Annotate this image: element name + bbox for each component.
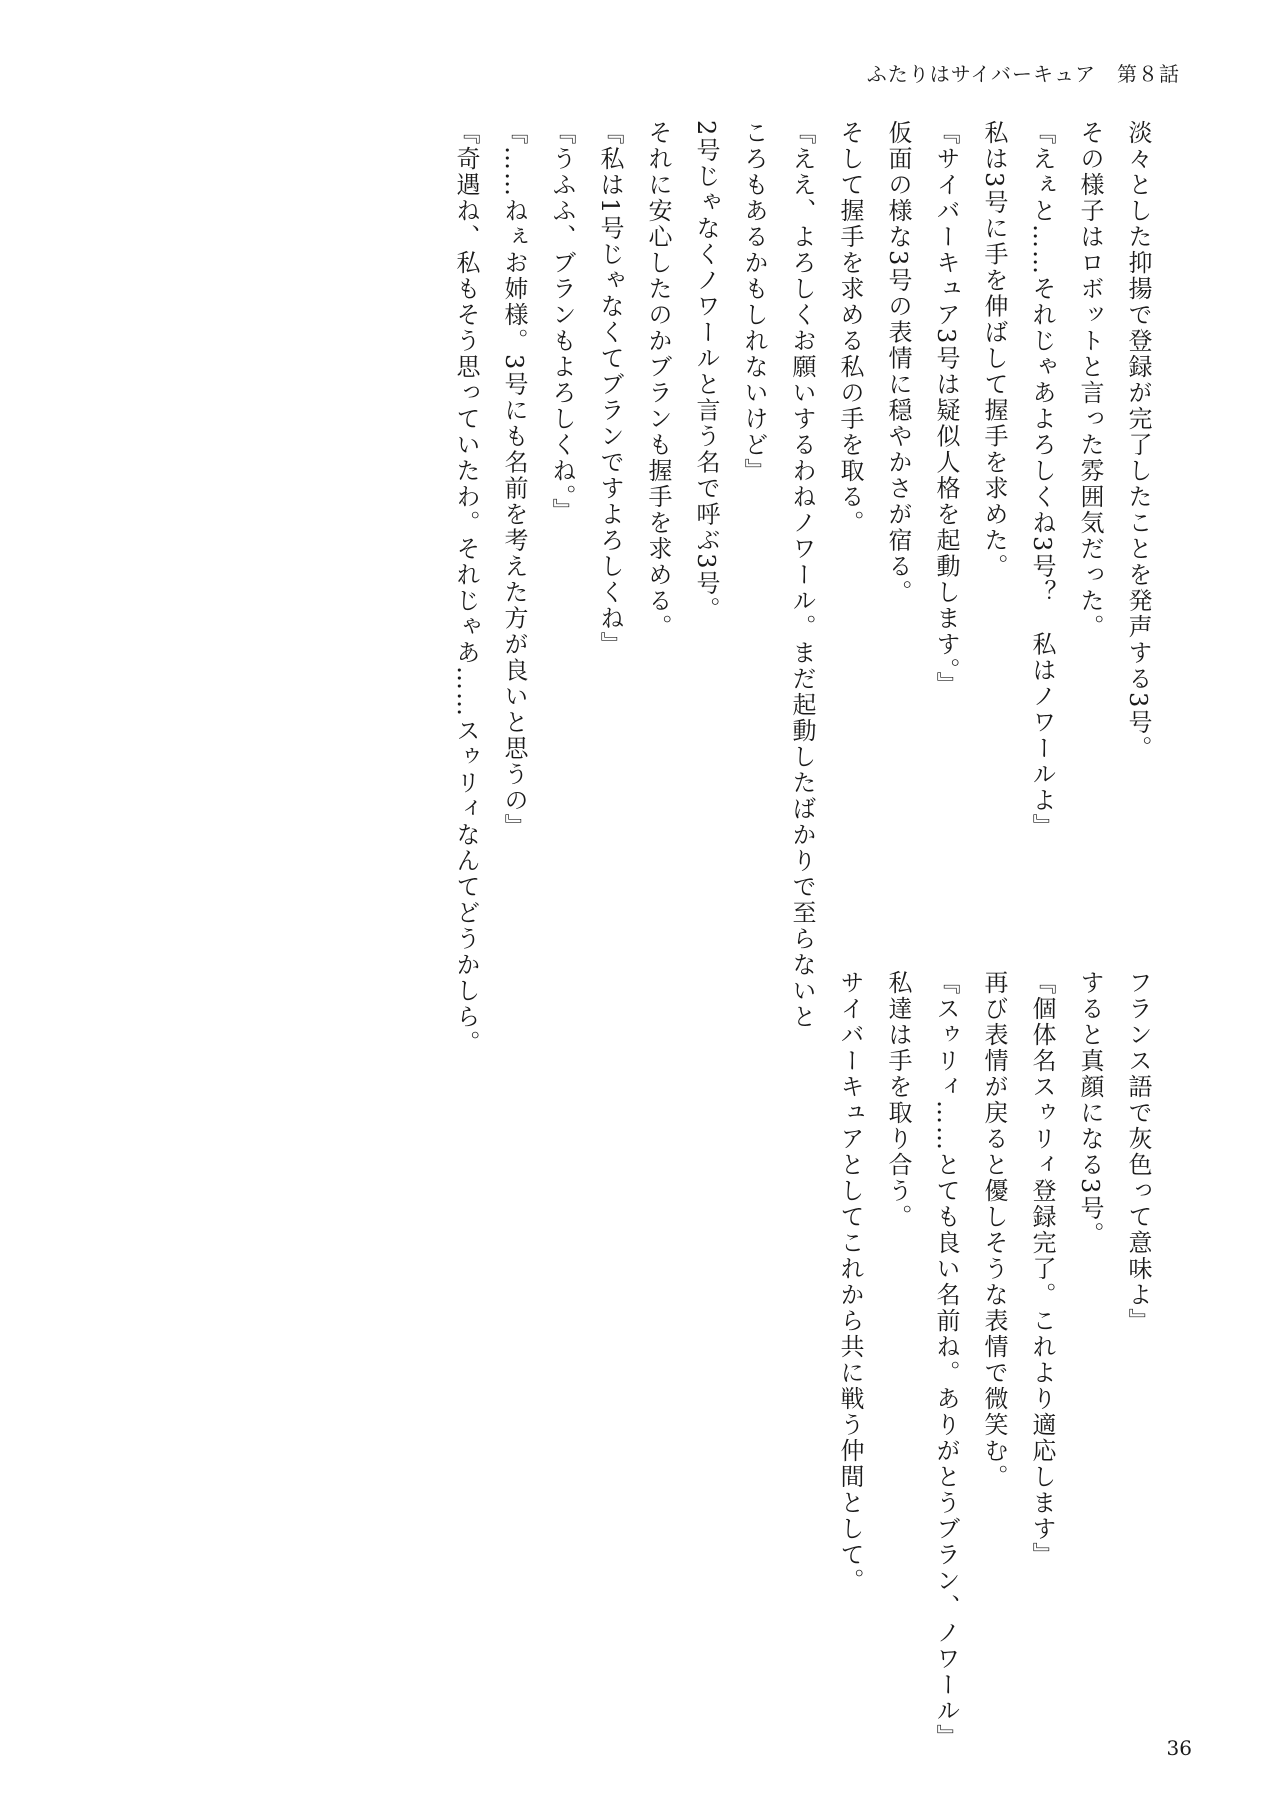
page-number: 36 — [1166, 1736, 1192, 1760]
text-line: 『奇遇ね、私もそう思っていたわ。それじゃあ……スゥリィなんてどうかしら。 — [452, 120, 480, 1056]
text-line: すると真顔になる3号。 — [1076, 970, 1104, 1248]
text-line: 淡々とした抑揚で登録が完了したことを発声する3号。 — [1124, 120, 1152, 762]
text-line: 『個体名スゥリィ登録完了。これより適応します』 — [1028, 970, 1056, 1568]
text-line: 『えぇと……それじゃあよろしくね3号？ 私はノワールよ』 — [1028, 120, 1056, 840]
text-line: 『……ねぇお姉様。3号にも名前を考えた方が良いと思うの』 — [500, 120, 528, 840]
page-header-title: ふたりはサイバーキュア 第８話 — [866, 62, 1180, 86]
text-line: 『ええ、よろしくお願いするわねノワール。まだ起動したばかりで至らないと — [788, 120, 816, 1030]
text-block-bottom — [834, 970, 1154, 1750]
text-line: 私達は手を取り合う。 — [884, 970, 912, 1230]
text-line: 『私は1号じゃなくてブランですよろしくね』 — [596, 120, 624, 658]
text-line: 私は3号に手を伸ばして握手を求めた。 — [980, 120, 1008, 580]
text-line: フランス語で灰色って意味よ』 — [1124, 970, 1152, 1334]
text-line: 仮面の様な3号の表情に穏やかさが宿る。 — [884, 120, 912, 606]
text-line: それに安心したのかブランも握手を求める。 — [644, 120, 672, 640]
text-line: そして握手を求める私の手を取る。 — [836, 120, 864, 536]
text-line: ころもあるかもしれないけど』 — [740, 120, 768, 484]
text-block-top — [450, 120, 1154, 1056]
text-line: 再び表情が戻ると優しそうな表情で微笑む。 — [980, 970, 1008, 1490]
text-line: 『サイバーキュア3号は疑似人格を起動します。』 — [932, 120, 960, 698]
text-line: サイバーキュアとしてこれから共に戦う仲間として。 — [836, 970, 864, 1594]
text-line: その様子はロボットと言った雰囲気だった。 — [1076, 120, 1104, 640]
text-line: 『スゥリィ……とても良い名前ね。ありがとうブラン、ノワール』 — [932, 970, 960, 1750]
text-line: 2号じゃなくノワールと言う名で呼ぶ3号。 — [692, 120, 720, 623]
text-line: 『うふふ、ブランもよろしくね。』 — [548, 120, 576, 524]
